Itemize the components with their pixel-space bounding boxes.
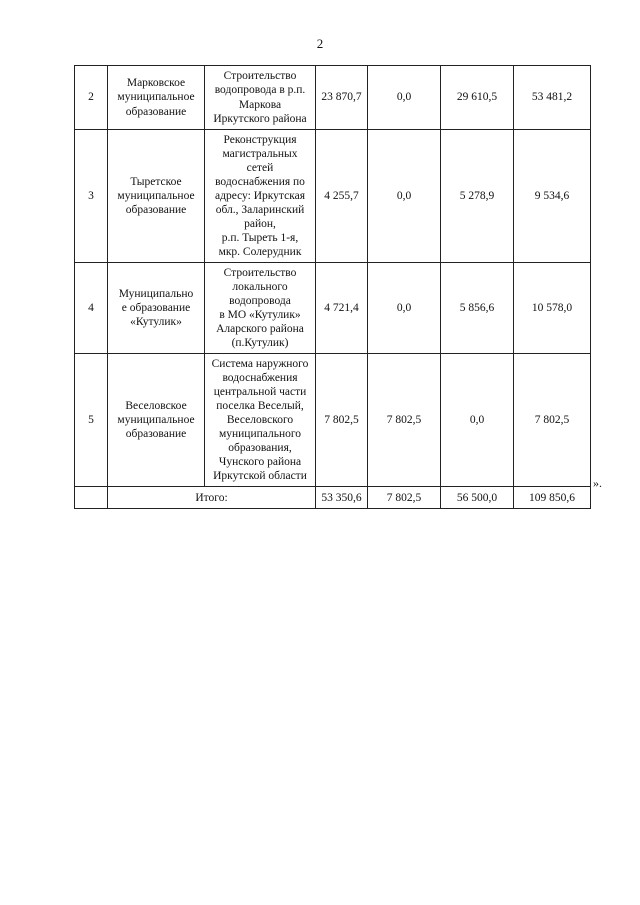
- funding-table: [74, 65, 591, 509]
- object-description: Строительство водопровода в р.п. Маркова Иркутского района: [205, 66, 316, 130]
- value-cell: 9 534,6: [514, 130, 591, 263]
- value-cell: 0,0: [368, 66, 441, 130]
- total-label: Итого:: [108, 487, 316, 509]
- value-cell: 0,0: [368, 130, 441, 263]
- value-cell: 0,0: [441, 354, 514, 487]
- object-description: Система наружного водоснабжения центральной части поселка Веселый, Веселовского муниципального образования, Чунского района Иркутской области: [205, 354, 316, 487]
- value-cell: 23 870,7: [316, 66, 368, 130]
- table-row: [75, 354, 591, 487]
- total-value: 53 350,6: [316, 487, 368, 509]
- value-cell: 4 721,4: [316, 263, 368, 354]
- value-cell: 0,0: [368, 263, 441, 354]
- value-cell: 7 802,5: [316, 354, 368, 487]
- table-row: [75, 130, 591, 263]
- total-value: 56 500,0: [441, 487, 514, 509]
- value-cell: 4 255,7: [316, 130, 368, 263]
- row-number: 3: [75, 130, 108, 263]
- value-cell: 29 610,5: [441, 66, 514, 130]
- object-description: Реконструкция магистральных сетей водоснабжения по адресу: Иркутская обл., Заларинский район, р.п. Тыреть 1-я, мкр. Солерудник: [205, 130, 316, 263]
- empty-cell: [75, 487, 108, 509]
- value-cell: 10 578,0: [514, 263, 591, 354]
- value-cell: 5 278,9: [441, 130, 514, 263]
- table-row: [75, 66, 591, 130]
- value-cell: 5 856,6: [441, 263, 514, 354]
- value-cell: 7 802,5: [514, 354, 591, 487]
- municipality-name: Муниципально е образование «Кутулик»: [108, 263, 205, 354]
- total-value: 7 802,5: [368, 487, 441, 509]
- object-description: Строительство локального водопровода в МО «Кутулик» Аларского района (п.Кутулик): [205, 263, 316, 354]
- row-number: 2: [75, 66, 108, 130]
- closing-quote-mark: ».: [593, 476, 602, 490]
- page-number: 2: [316, 36, 324, 51]
- municipality-name: Тыретское муниципальное образование: [108, 130, 205, 263]
- municipality-name: Марковское муниципальное образование: [108, 66, 205, 130]
- row-number: 4: [75, 263, 108, 354]
- value-cell: 7 802,5: [368, 354, 441, 487]
- row-number: 5: [75, 354, 108, 487]
- table-row: [75, 263, 591, 354]
- value-cell: 53 481,2: [514, 66, 591, 130]
- municipality-name: Веселовское муниципальное образование: [108, 354, 205, 487]
- total-value: 109 850,6: [514, 487, 591, 509]
- total-row: [75, 487, 591, 509]
